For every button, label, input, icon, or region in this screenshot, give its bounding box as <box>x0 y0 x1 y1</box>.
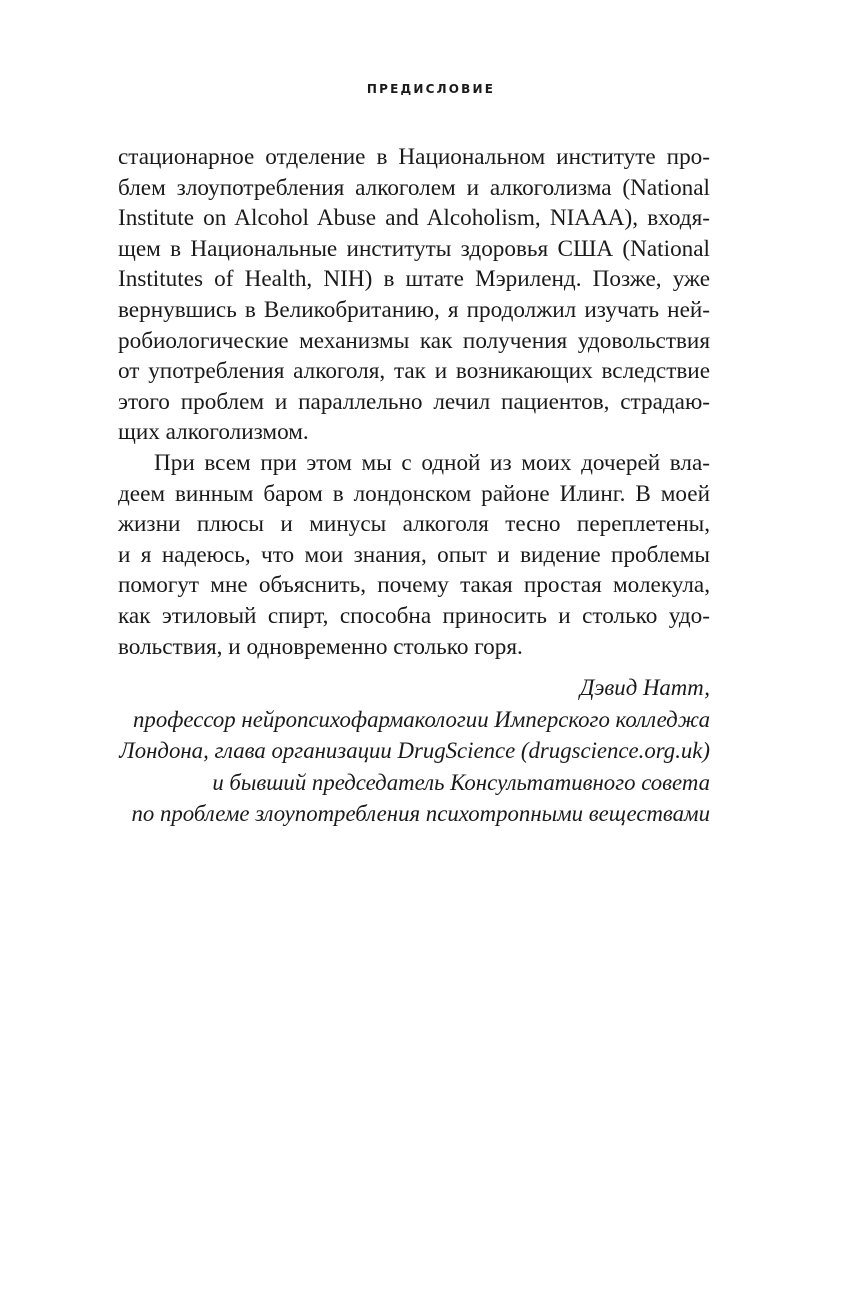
author-title-line: профессор нейропсихофармакологии Имперского колледжа <box>133 706 710 732</box>
text-line: деем винным баром в лондонском районе Илинг. В моей <box>118 480 710 507</box>
text-line: блем злоупотребления алкоголем и алкоголизма (National <box>118 174 710 201</box>
text-line: вольствия, и одновременно столько горя. <box>118 633 523 660</box>
text-line: Institute on Alcohol Abuse and Alcoholism, NIAAA), входя- <box>118 205 710 232</box>
author-title-line: Лондона, глава организации DrugScience (drugscience.org.uk) <box>119 738 710 764</box>
text-line: щем в Национальные институты здоровья США (National <box>118 235 710 262</box>
author-title-line: и бывший председатель Консультативного совета <box>212 769 710 795</box>
text-line: стационарное отделение в Национальном институте про- <box>118 144 710 170</box>
text-line: от употребления алкоголя, так и возникающих вследствие <box>118 358 710 385</box>
running-head: ПРЕДИСЛОВИЕ <box>366 82 496 96</box>
text-line: жизни плюсы и минусы алкоголя тесно переплетены, <box>118 511 710 538</box>
text-line: вернувшись в Великобританию, я продолжил изучать ней- <box>118 296 710 323</box>
text-line: как этиловый спирт, способна приносить и столько удо- <box>118 602 710 629</box>
text-line: щих алкоголизмом. <box>118 419 309 446</box>
text-line: При всем при этом мы с одной из моих дочерей вла- <box>154 449 710 476</box>
text-line: помогут мне объяснить, почему такая простая молекула, <box>118 572 710 599</box>
text-line: и я надеюсь, что мои знания, опыт и видение проблемы <box>118 541 710 568</box>
body-text <box>118 142 710 662</box>
paragraph-1 <box>118 142 710 448</box>
paragraph-2 <box>118 448 710 662</box>
author-name: Дэвид Натт, <box>579 675 710 700</box>
text-line: этого проблем и параллельно лечил пациентов, страдаю- <box>118 388 710 415</box>
text-line: Institutes of Health, NIH) в штате Мэриленд. Позже, уже <box>118 266 710 293</box>
author-title-line: по проблеме злоупотребления психотропными веществами <box>131 801 710 827</box>
author-signature <box>118 672 710 830</box>
text-line: робиологические механизмы как получения удовольствия <box>118 327 710 354</box>
